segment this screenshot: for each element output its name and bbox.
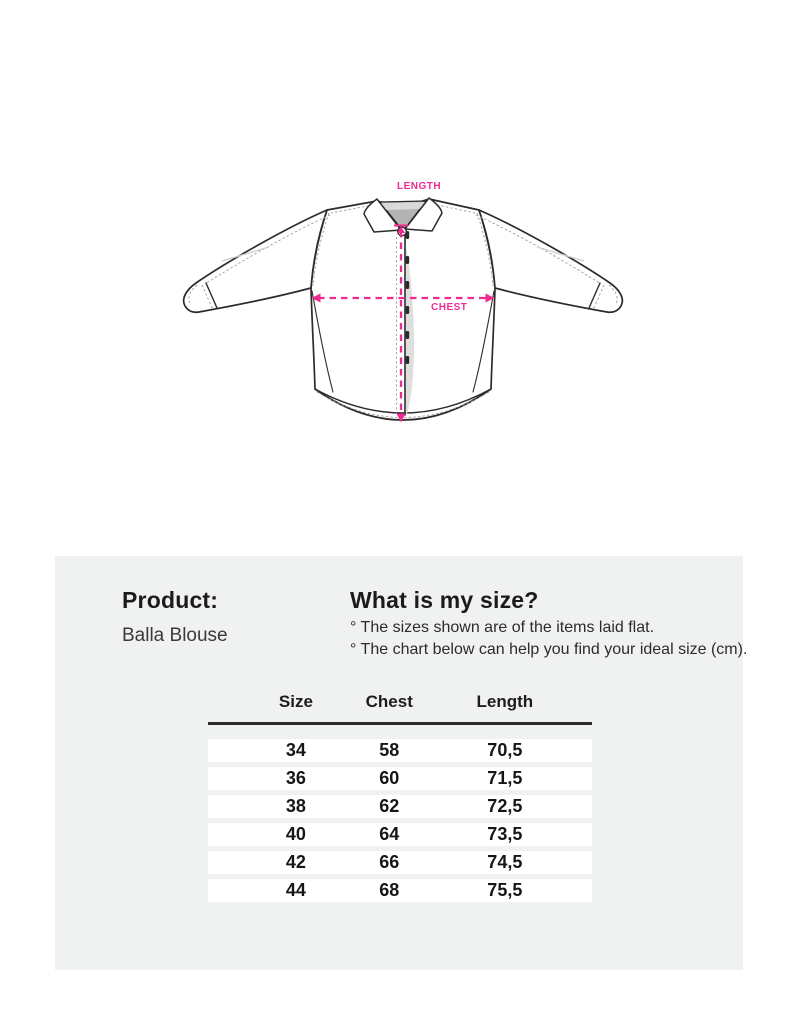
note-laid-flat: ° The sizes shown are of the items laid flat. (350, 619, 655, 636)
size-cell: 36 (285, 768, 306, 788)
size-cell: 40 (285, 824, 306, 844)
size-notes (350, 617, 747, 660)
chest-cell: 64 (379, 824, 400, 844)
size-table-header (208, 692, 592, 722)
length-cell: 71,5 (487, 768, 523, 788)
left-sleeve (184, 210, 330, 312)
size-table-rows (208, 739, 592, 902)
product-name: Balla Blouse (122, 625, 228, 646)
length-cell: 70,5 (487, 740, 523, 760)
chest-measurement-label: CHEST (431, 302, 468, 313)
table-row (208, 823, 592, 846)
table-row (208, 795, 592, 818)
column-header-chest: Chest (365, 692, 413, 711)
chest-cell: 62 (379, 796, 400, 816)
size-cell: 44 (285, 880, 306, 900)
product-heading: Product: (122, 587, 219, 613)
column-header-size: Size (278, 692, 313, 711)
table-row (208, 767, 592, 790)
length-cell: 72,5 (487, 796, 523, 816)
info-panel (55, 556, 748, 970)
table-row (208, 879, 592, 902)
table-row (208, 851, 592, 874)
length-cell: 74,5 (487, 852, 523, 872)
chest-cell: 66 (379, 852, 400, 872)
length-cell: 75,5 (487, 880, 523, 900)
size-cell: 38 (285, 796, 306, 816)
chest-cell: 60 (379, 768, 400, 788)
note-ideal-size: ° The chart below can help you find your ideal size (cm). (350, 640, 748, 658)
column-header-length: Length (476, 692, 534, 711)
size-question-heading: What is my size? (350, 587, 539, 613)
header-rule (208, 722, 592, 725)
chest-cell: 58 (379, 740, 400, 760)
size-cell: 42 (285, 852, 306, 872)
table-row (208, 739, 592, 762)
size-cell: 34 (285, 740, 306, 760)
chest-cell: 68 (379, 880, 400, 900)
length-cell: 73,5 (487, 824, 523, 844)
length-measurement-label: LENGTH (397, 181, 442, 192)
right-sleeve (476, 210, 622, 312)
size-table (208, 692, 592, 907)
